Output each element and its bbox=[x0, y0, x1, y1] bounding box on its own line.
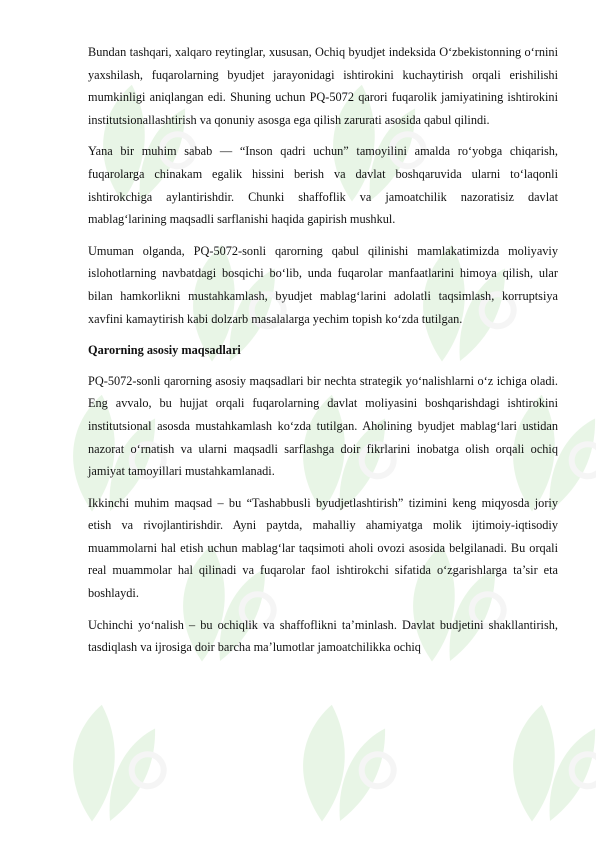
paragraph-6: Uchinchi yo‘nalish – bu ochiqlik va shaffoflikni ta’minlash. Davlat budjetini shakllantirish, tasdiqlash va ijrosiga doir barcha ma’lumotlar jamoatchilikka ochiq bbox=[88, 617, 558, 655]
paragraph-4: PQ-5072-sonli qarorning asosiy maqsadlari bir nechta strategik yo‘nalishlarni o‘z ichiga oladi. Eng avvalo, bu hujjat orqali fuqarolarning davlat moliyasini boshqarishdagi ishtirokini institutsional asosda mustahkamlash ko‘zda tutilgan. Aholining byudjet mablag‘lari ustidan nazorat o‘rnatish va ularni maqsadli sarflashga doir fikrlarini inobatga olish orqali ochiq jamiyat tamoyillari mustahkamlanadi. bbox=[88, 373, 558, 479]
leaf-logo-icon bbox=[243, 663, 438, 842]
leaf-logo-icon bbox=[13, 663, 208, 842]
paragraph-3: Umuman olganda, PQ-5072-sonli qarorning qabul qilinishi mamlakatimizda moliyaviy islohotlarning navbatdagi bosqichi bo‘lib, unda fuqarolar manfaatlarini himoya qilish, ular bilan hamkorlikni mustahkamlash, byudjet mablag‘larini adolatli taqsimlash, korruptsiya xavfini kamaytirish kabi dolzarb masalalarga yechim topish ko‘zda tutilgan. bbox=[88, 243, 558, 326]
paragraph-2: Yana bir muhim sabab — “Inson qadri uchun” tamoyilini amalda ro‘yobga chiqarish, fuqarolarga chinakam egalik hissini berish va davlat boshqaruvida ularni to‘laqonli ishtirokchiga aylantirishdir. Chunki shaffoflik va jamoatchilik nazoratisiz davlat mablag‘larining maqsadli sarflanishi haqida gapirish mushkul. bbox=[88, 144, 558, 227]
paragraph-1: Bundan tashqari, xalqaro reytinglar, xususan, Ochiq byudjet indeksida O‘zbekistonning o‘rnini yaxshilash, fuqarolarning byudjet jarayonidagi ishtirokini kuchaytirish orqali erishilishi mumkinligi aniqlangan edi. Shuning uchun PQ-5072 qarori fuqarolik jamiyatining ishtirokini institutsionallashtirish va qonuniy asosga ega qilish zarurati asosida qabul qilindi. bbox=[88, 45, 558, 127]
document-body bbox=[88, 41, 558, 668]
leaf-logo-icon bbox=[453, 663, 596, 842]
paragraph-5: Ikkinchi muhim maqsad – bu “Tashabbusli byudjetlashtirish” tizimini keng miqyosda joriy etish va rivojlantirishdir. Ayni paytda, mahalliy ahamiyatga molik ijtimoiy-iqtisodiy muammolarni hal etish uchun mablag‘lar taqsimoti aholi ovozi asosida belgilanadi. Bu orqali real muammolar hal qilinadi va fuqarolar faol ishtirokchi sifatida o‘zgarishlarga ta’sir eta boshlaydi. bbox=[88, 495, 558, 601]
section-heading: Qarorning asosiy maqsadlari bbox=[88, 343, 241, 358]
